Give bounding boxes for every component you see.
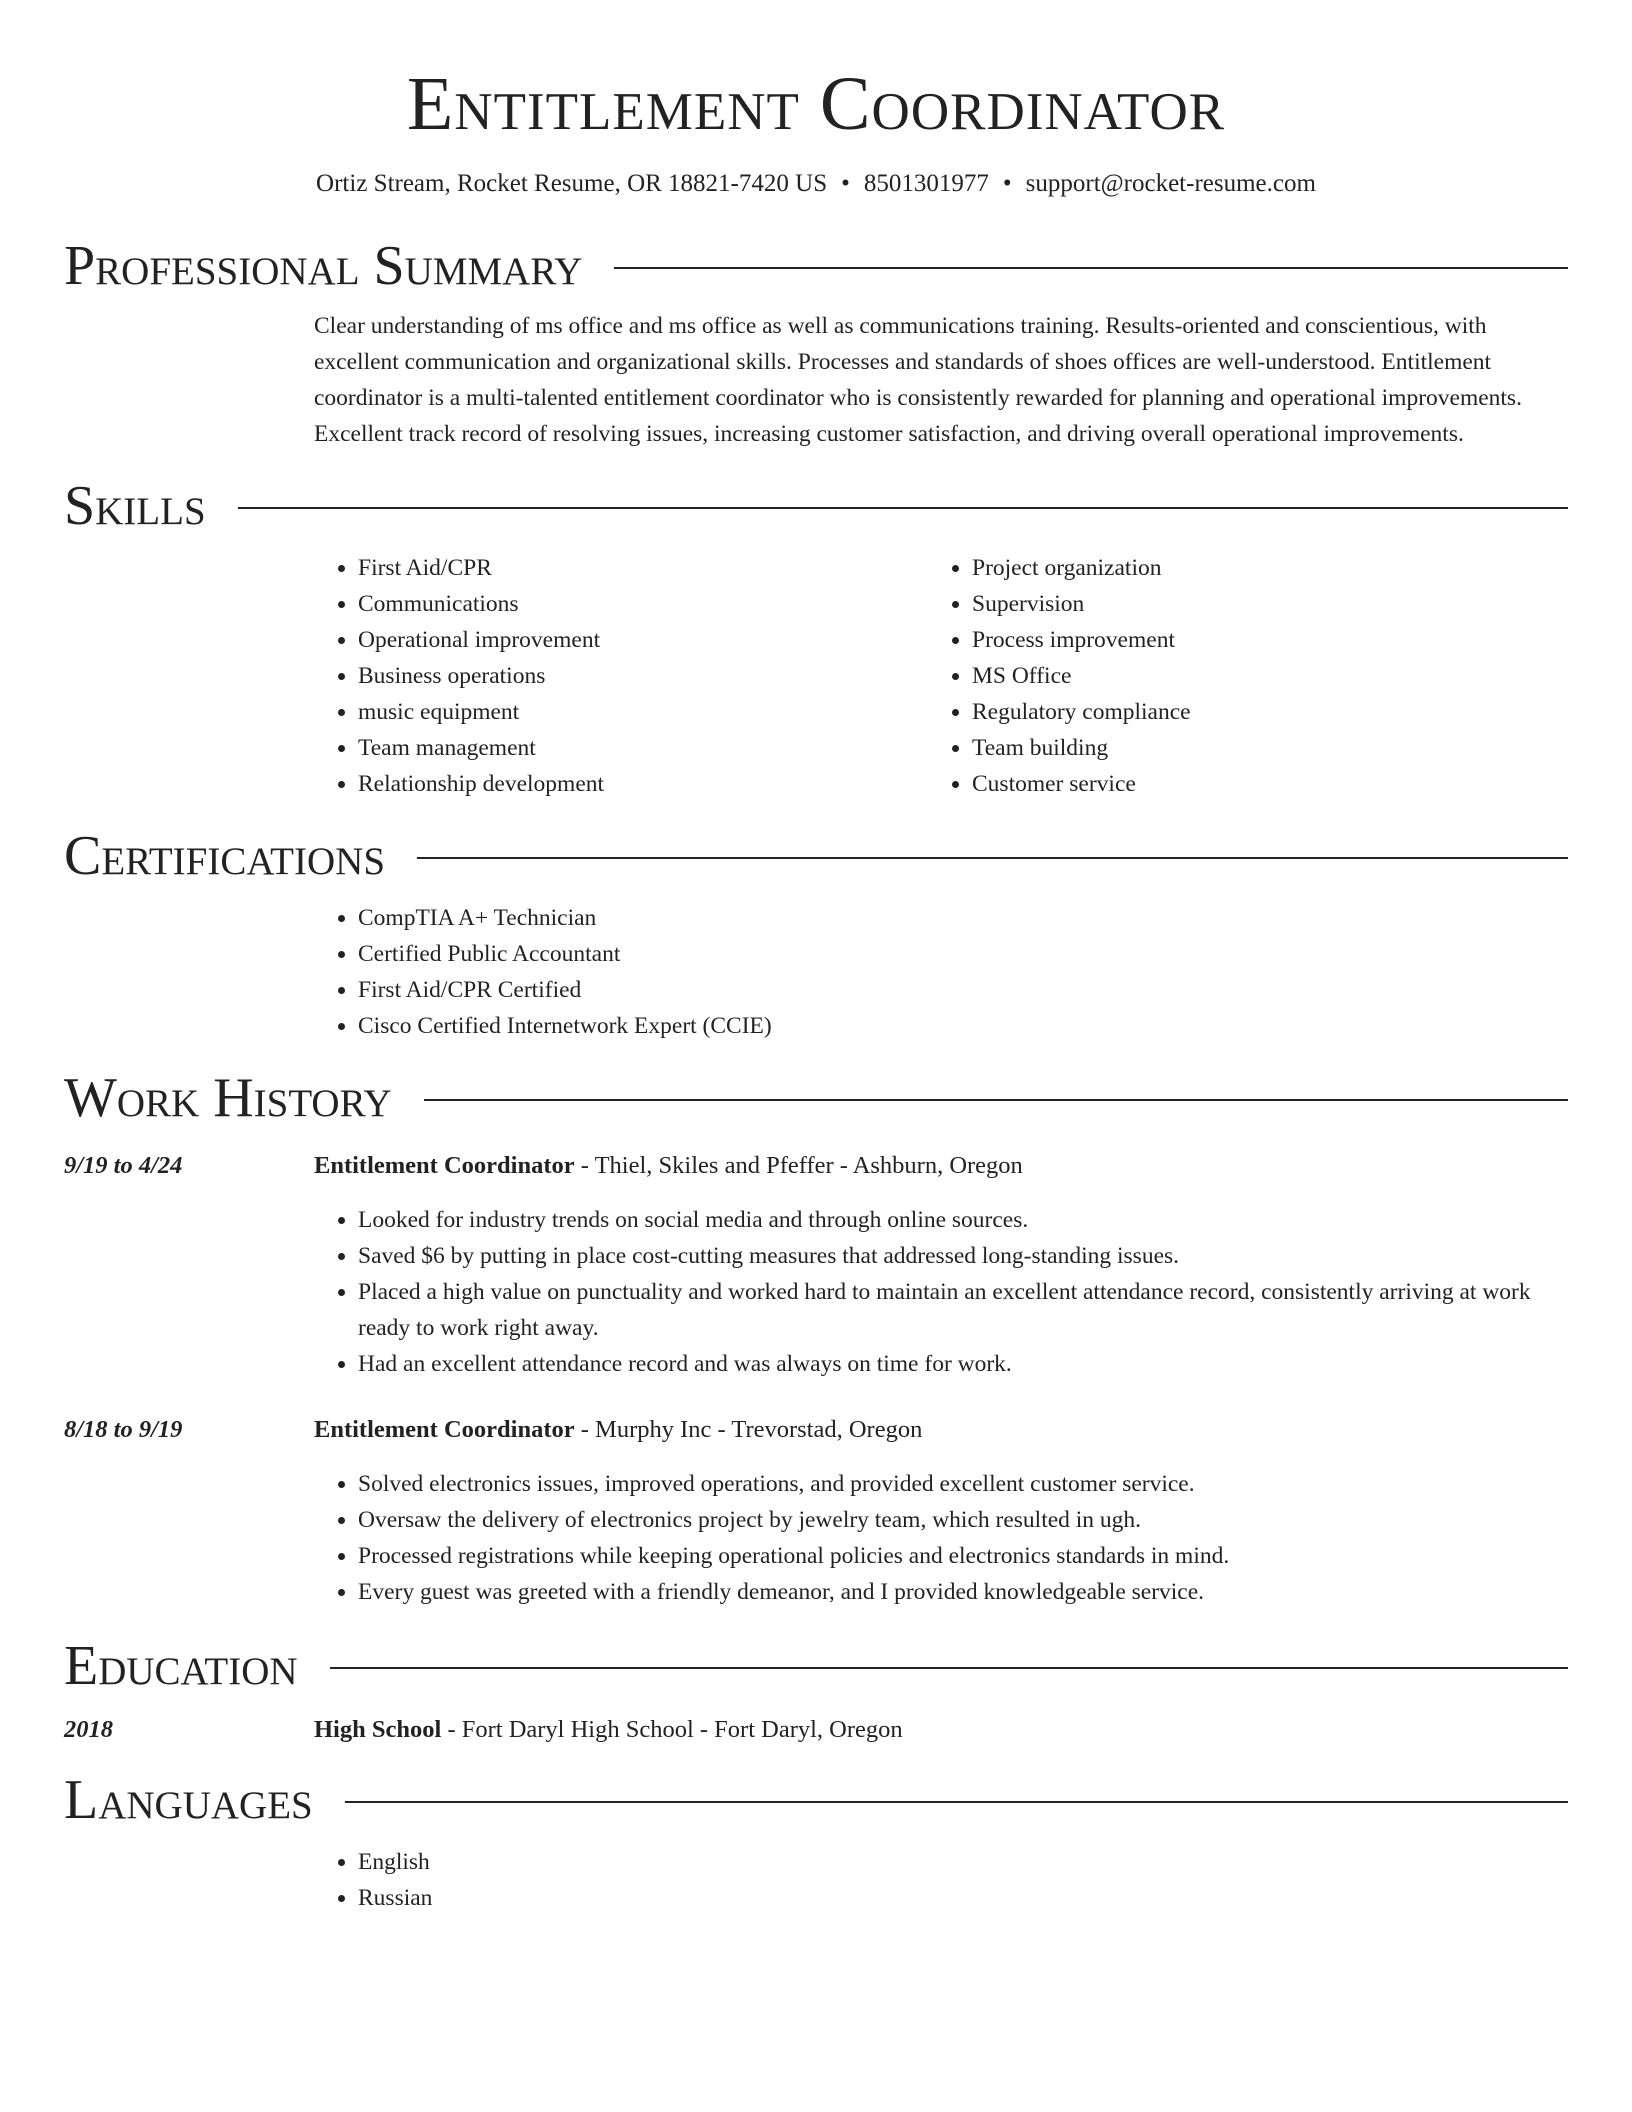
language-item: • Russian: [358, 1880, 1568, 1916]
job-dates: 9/19 to 4/24: [64, 1152, 183, 1179]
languages-list: [314, 1844, 1568, 1916]
skills-grid: [314, 550, 1568, 802]
job-bullet: • Every guest was greeted with a friendly demeanor, and I provided knowledgeable service.: [358, 1574, 1568, 1610]
skill-item: • MS Office: [972, 658, 1542, 694]
skill-item: • First Aid/CPR: [358, 550, 928, 586]
section-title-education: Education: [64, 1635, 298, 1697]
certifications-list: [314, 900, 1568, 1044]
certification-item: • Cisco Certified Internetwork Expert (CCIE): [358, 1008, 1568, 1044]
job-bullet: • Oversaw the delivery of electronics project by jewelry team, which resulted in ugh.: [358, 1502, 1568, 1538]
skill-item: • music equipment: [358, 694, 928, 730]
section-rule: [330, 1667, 1568, 1669]
job-bullets: [314, 1202, 1568, 1382]
skill-item: • Relationship development: [358, 766, 928, 802]
summary-text: Clear understanding of ms office and ms office as well as communications training. Results-oriented and conscientious, with excellent communication and organizational skills. Processes and standards of shoes offices are well-understood. Entitlement coordinator is a multi-talented entitlement coordinator who is consistently rewarded for planning and operational improvements. Excellent track record of resolving issues, increasing customer satisfaction, and driving overall operational improvements.: [314, 313, 1522, 447]
skill-item: • Communications: [358, 586, 928, 622]
resume-name: Entitlement Coordinator: [406, 62, 1226, 146]
skill-item: • Business operations: [358, 658, 928, 694]
job-bullet: • Placed a high value on punctuality and worked hard to maintain an excellent attendance record, consistently arriving at work ready to work right away.: [358, 1274, 1568, 1346]
job-bullet: • Looked for industry trends on social media and through online sources.: [358, 1202, 1568, 1238]
section-title-work: Work History: [64, 1067, 392, 1129]
language-item: • English: [358, 1844, 1568, 1880]
skill-item: • Operational improvement: [358, 622, 928, 658]
job-bullet: • Had an excellent attendance record and was always on time for work.: [358, 1346, 1568, 1382]
job-entry: [64, 1412, 1568, 1610]
contact-phone: 8501301977: [863, 170, 989, 197]
contact-email: support@rocket-resume.com: [1025, 170, 1316, 197]
certification-item: • CompTIA A+ Technician: [358, 900, 1568, 936]
section-rule: [424, 1099, 1568, 1101]
job-bullet: • Saved $6 by putting in place cost-cutting measures that addressed long-standing issues.: [358, 1238, 1568, 1274]
section-title-certifications: Certifications: [64, 825, 386, 887]
contact-separator: •: [841, 170, 850, 197]
section-header-education: [64, 1634, 1568, 1698]
section-rule: [614, 267, 1568, 269]
skills-list-left: [314, 550, 928, 802]
skill-item: • Team building: [972, 730, 1542, 766]
section-header-certifications: [64, 824, 1568, 888]
section-header-work: [64, 1066, 1568, 1130]
job-header: [64, 1412, 1568, 1448]
skill-item: • Project organization: [972, 550, 1542, 586]
job-bullet-list: [314, 1202, 1568, 1382]
contact-address: Ortiz Stream, Rocket Resume, OR 18821-7420 US: [316, 170, 828, 197]
section-rule: [345, 1801, 1568, 1803]
job-header: [64, 1148, 1568, 1184]
job-dates: 8/18 to 9/19: [64, 1416, 183, 1443]
skill-item: • Customer service: [972, 766, 1542, 802]
education-degree: High School: [314, 1716, 442, 1743]
languages-block: [314, 1844, 1568, 1916]
section-rule: [417, 857, 1568, 859]
section-title-summary: Professional Summary: [64, 235, 583, 297]
job-title: Entitlement Coordinator: [314, 1152, 575, 1179]
job-bullet: • Processed registrations while keeping operational policies and electronics standards in mind.: [358, 1538, 1568, 1574]
job-title: Entitlement Coordinator: [314, 1416, 575, 1443]
section-title-languages: Languages: [64, 1769, 313, 1831]
job-entry: [64, 1148, 1568, 1382]
job-details: - Murphy Inc - Trevorstad, Oregon: [574, 1416, 923, 1443]
job-bullets: [314, 1466, 1568, 1610]
certification-item: • Certified Public Accountant: [358, 936, 1568, 972]
skill-item: • Team management: [358, 730, 928, 766]
section-title-skills: Skills: [64, 475, 206, 537]
certifications-block: [314, 900, 1568, 1044]
section-header-skills: [64, 474, 1568, 538]
contact-line: [64, 168, 1568, 200]
education-year: 2018: [64, 1716, 113, 1743]
job-bullet-list: [314, 1466, 1568, 1610]
education-details: - Fort Daryl High School - Fort Daryl, Oregon: [441, 1716, 903, 1743]
section-header-languages: [64, 1768, 1568, 1832]
job-details: - Thiel, Skiles and Pfeffer - Ashburn, Oregon: [574, 1152, 1023, 1179]
certification-item: • First Aid/CPR Certified: [358, 972, 1568, 1008]
skill-item: • Process improvement: [972, 622, 1542, 658]
section-header-summary: [64, 234, 1568, 298]
skills-list-right: [928, 550, 1542, 802]
job-bullet: • Solved electronics issues, improved operations, and provided excellent customer service.: [358, 1466, 1568, 1502]
skill-item: • Supervision: [972, 586, 1542, 622]
skill-item: • Regulatory compliance: [972, 694, 1542, 730]
education-entry: [64, 1712, 1568, 1748]
section-rule: [238, 507, 1568, 509]
contact-separator: •: [1002, 170, 1012, 197]
